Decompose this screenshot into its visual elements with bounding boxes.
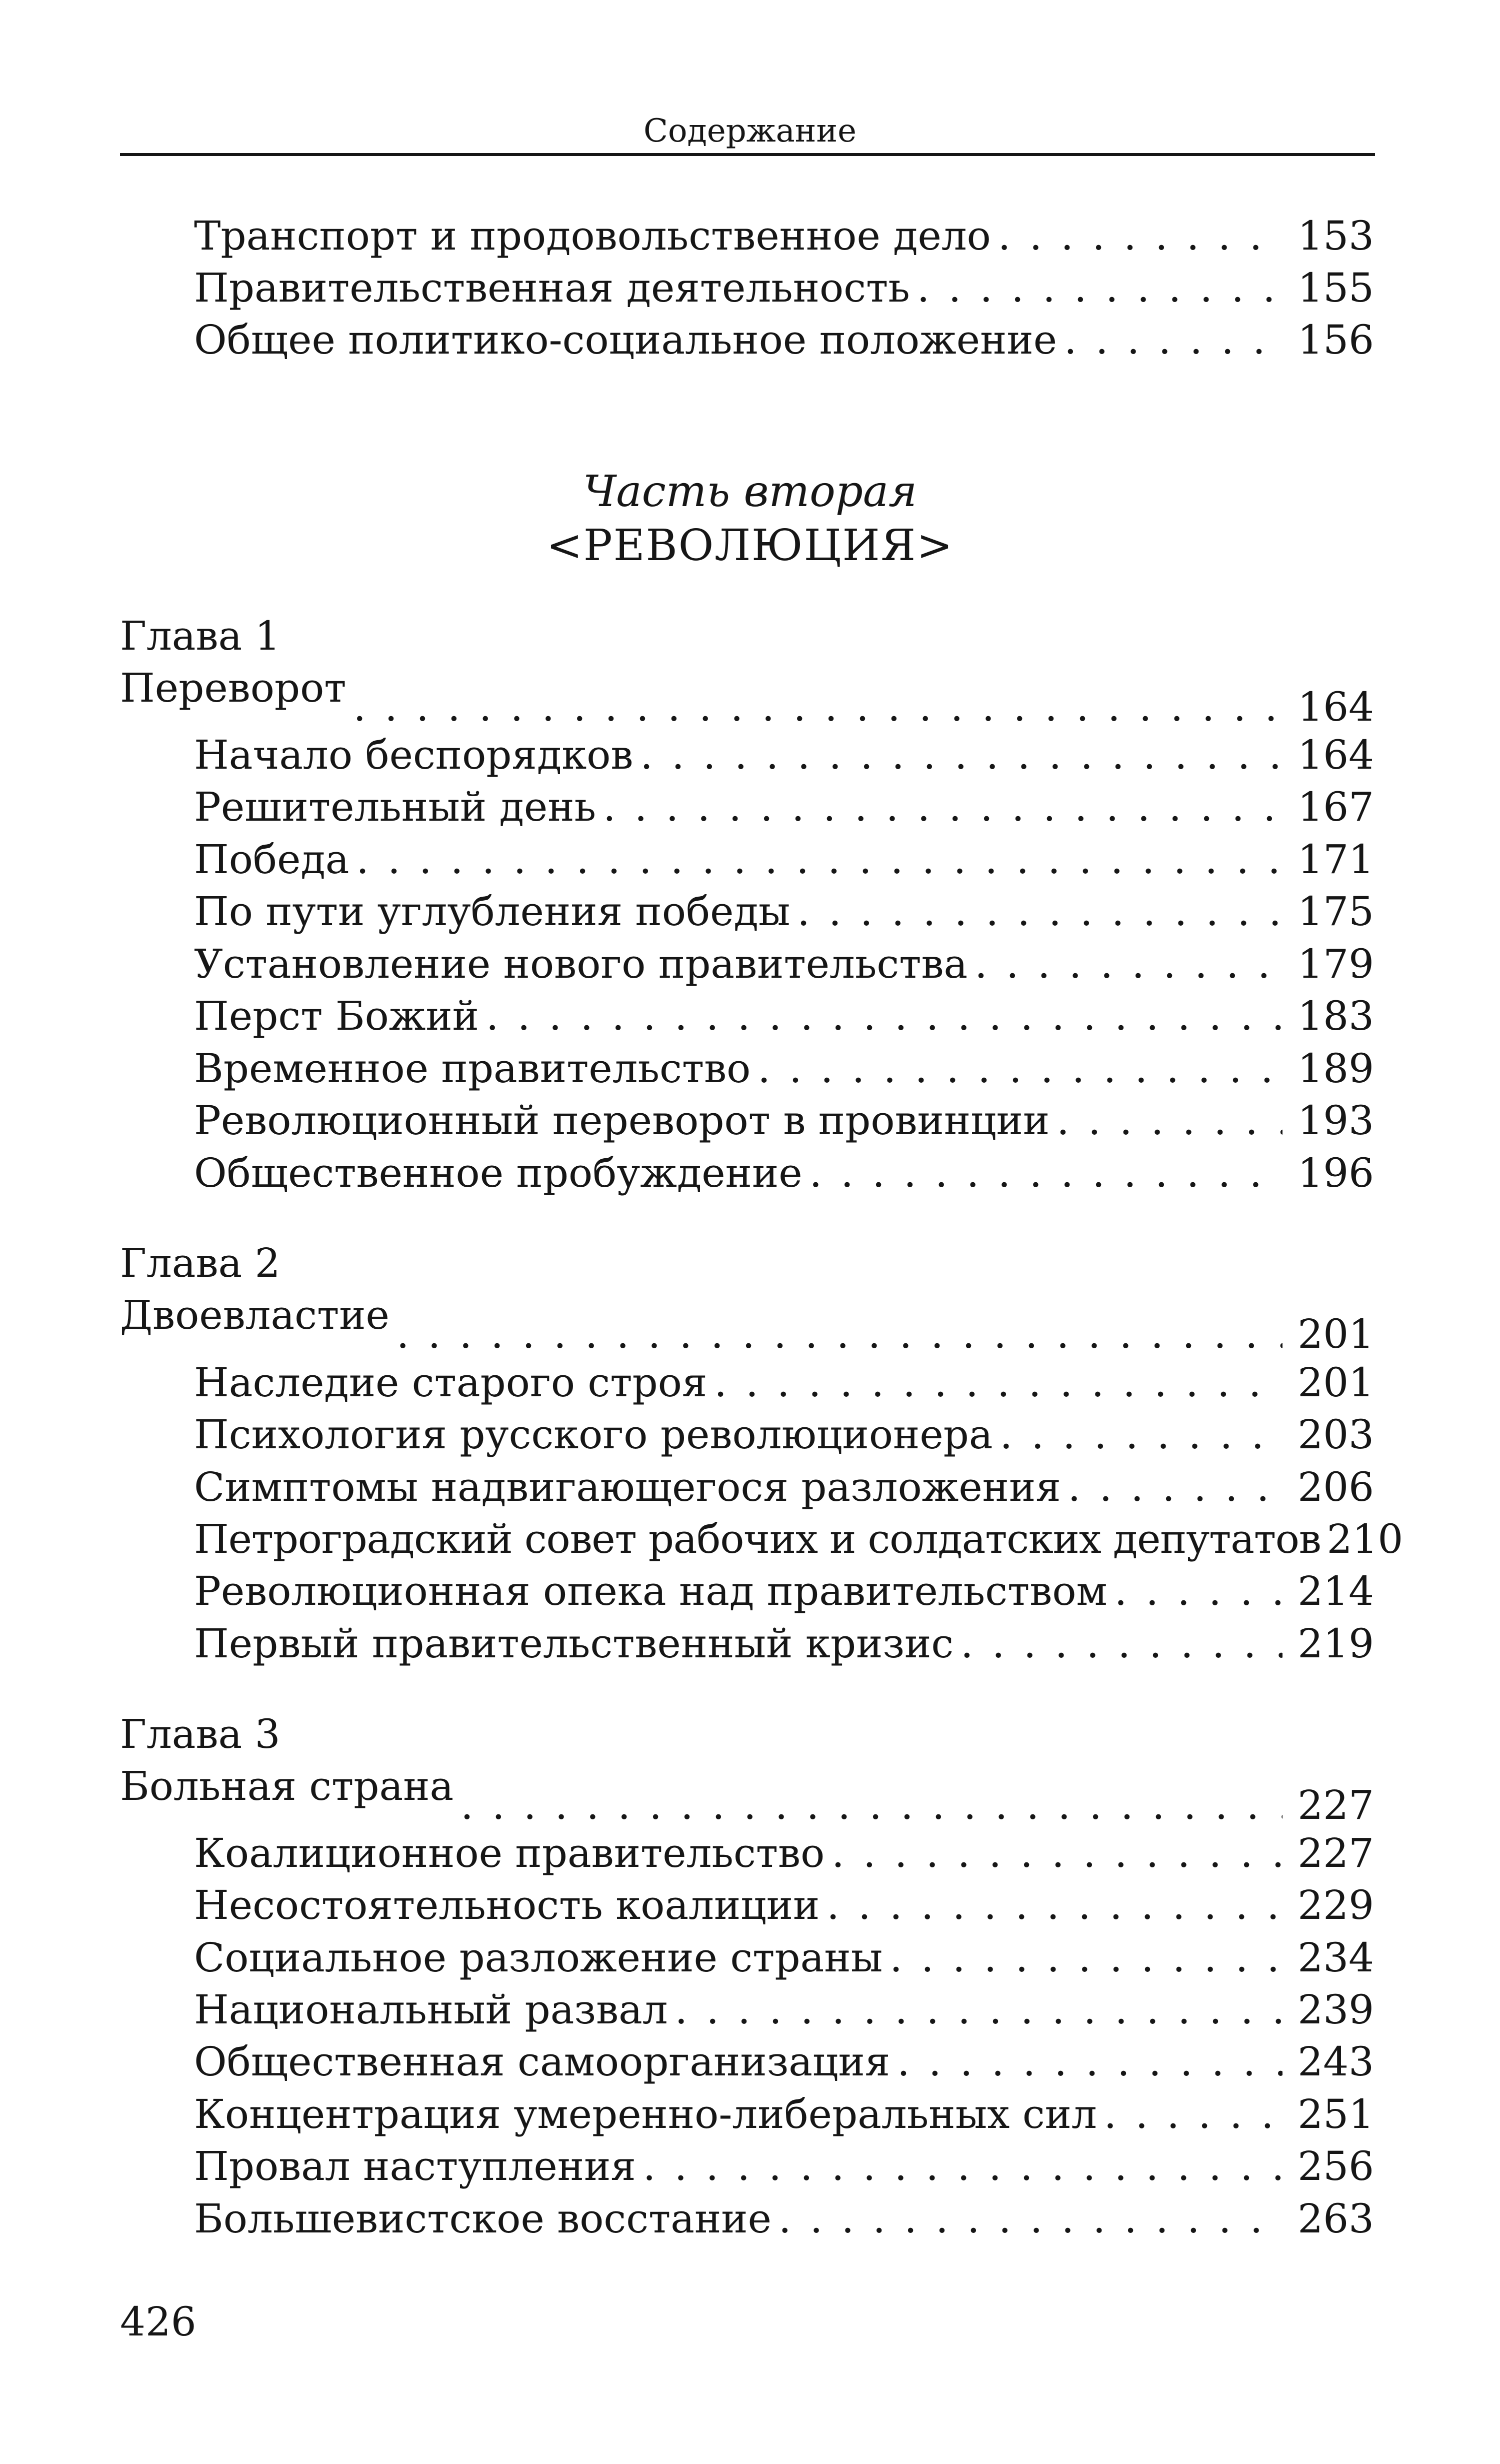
dot-leader [603,782,1282,832]
toc-entry-page: 183 [1298,993,1374,1039]
toc-entry-title: Победа [194,836,350,883]
toc-entry-page: 189 [1298,1045,1374,1092]
toc-entry[interactable] [194,211,1374,261]
toc-entry[interactable] [194,1044,1374,1094]
toc-entry-title: По пути углубления победы [194,888,790,935]
toc-entry[interactable] [194,1410,1374,1460]
toc-entry[interactable] [194,2194,1374,2244]
dot-leader [960,1619,1282,1669]
running-head: Содержание [644,113,856,150]
toc-entry-title: Временное правительство [194,1045,751,1092]
toc-entry-page: 193 [1298,1097,1374,1144]
toc-entry[interactable] [194,1619,1374,1669]
toc-entry-page: 164 [1298,732,1374,778]
toc-entry-title: Революционный переворот в провинции [194,1097,1050,1144]
dot-leader [758,1044,1282,1094]
toc-entry-page: 155 [1298,265,1374,311]
dot-leader [643,2141,1282,2191]
toc-entry[interactable] [194,991,1374,1041]
toc-entry-page: 243 [1298,2038,1374,2085]
dot-leader [1064,315,1282,365]
chapter-title: Больная страна [120,1763,454,1809]
dot-leader [1114,1566,1283,1616]
toc-entry-page: 234 [1298,1934,1374,1981]
chapter-title: Двоевластие [120,1292,390,1338]
dot-leader [897,2037,1282,2087]
chapter-entry[interactable] [120,663,1374,730]
dot-leader [714,1358,1282,1408]
toc-entry[interactable] [194,315,1374,365]
toc-entry-page: 171 [1298,836,1374,883]
toc-entry-title: Петроградский совет рабочих и солдатских депутатов [194,1516,1321,1562]
dot-leader [826,1880,1282,1930]
page-number: 426 [120,2298,196,2345]
toc-entry[interactable] [194,1462,1374,1512]
toc-entry-page: 214 [1298,1568,1374,1614]
dot-leader [832,1828,1282,1878]
toc-entry[interactable] [194,1096,1374,1146]
toc-entry[interactable] [194,782,1374,832]
toc-entry-page: 203 [1298,1411,1374,1458]
toc-entry[interactable] [194,887,1374,937]
toc-entry-title: Правительственная деятельность [194,265,910,311]
toc-entry-page: 210 [1326,1516,1404,1562]
dot-leader [1000,1410,1283,1460]
toc-entry[interactable] [194,1933,1374,1983]
toc-entry[interactable] [194,1358,1374,1408]
toc-entry[interactable] [194,2141,1374,2191]
toc-entry-page: 219 [1298,1620,1374,1667]
part-title: <РЕВОЛЮЦИЯ> [546,521,954,571]
dot-leader [460,1780,1282,1830]
toc-entry-title: Социальное разложение страны [194,1934,883,1981]
toc-entry-title: Большевистское восстание [194,2195,772,2242]
dot-leader [797,887,1282,937]
toc-entry-page: 201 [1298,1359,1374,1406]
toc-entry-title: Общественное пробуждение [194,1150,802,1196]
toc-entry[interactable] [194,1828,1374,1878]
toc-entry[interactable] [194,2037,1374,2087]
chapter-page: 227 [1298,1782,1374,1828]
toc-entry-page: 156 [1298,317,1374,363]
chapter-entry[interactable] [120,1761,1374,1828]
chapter-label: Глава 2 [120,1240,280,1286]
chapter-label: Глава 3 [120,1711,280,1757]
toc-entry[interactable] [194,1514,1404,1564]
toc-entry-title: Несостоятельность коалиции [194,1882,820,1928]
toc-entry-title: Начало беспорядков [194,732,634,778]
toc-entry-title: Психология русского революционера [194,1411,993,1458]
chapter-label: Глава 1 [120,613,280,659]
toc-entry-title: Решительный день [194,784,596,830]
toc-entry[interactable] [194,1148,1374,1198]
dot-leader [1068,1462,1283,1512]
dot-leader [640,730,1282,780]
dot-leader [810,1148,1283,1198]
toc-entry-title: Наследие старого строя [194,1359,708,1406]
toc-entry-page: 196 [1298,1150,1374,1196]
toc-entry-title: Транспорт и продовольственное дело [194,213,991,259]
toc-entry-title: Революционная опека над правительством [194,1568,1108,1614]
dot-leader [1056,1096,1282,1146]
toc-entry-page: 179 [1298,941,1374,987]
part-label: Часть вторая [582,467,918,517]
toc-entry[interactable] [194,730,1374,780]
toc-entry[interactable] [194,1985,1374,2035]
toc-entry[interactable] [194,835,1374,885]
toc-entry-title: Первый правительственный кризис [194,1620,954,1667]
toc-entry-title: Коалиционное правительство [194,1830,825,1876]
toc-entry-title: Концентрация умеренно-либеральных сил [194,2091,1097,2137]
toc-entry-title: Перст Божий [194,993,479,1039]
running-head-rule [120,153,1375,156]
toc-entry-title: Национальный развал [194,1986,668,2033]
toc-entry[interactable] [194,2089,1374,2139]
toc-entry[interactable] [194,263,1374,313]
chapter-title: Переворот [120,665,346,711]
dot-leader [778,2194,1282,2244]
dot-leader [1104,2089,1283,2139]
toc-entry[interactable] [194,1566,1374,1616]
toc-entry-page: 251 [1298,2091,1374,2137]
dot-leader [356,835,1282,885]
chapter-page: 164 [1298,684,1374,730]
toc-entry-page: 206 [1298,1464,1374,1510]
toc-entry[interactable] [194,939,1374,989]
toc-entry-page: 227 [1298,1830,1374,1876]
dot-leader [486,991,1282,1041]
toc-entry-page: 175 [1298,888,1374,935]
toc-entry-title: Общественная самоорганизация [194,2038,890,2085]
toc-entry-page: 263 [1298,2195,1374,2242]
toc-entry-page: 239 [1298,1986,1374,2033]
chapter-page: 201 [1298,1311,1374,1357]
dot-leader [917,263,1282,313]
toc-entry-page: 153 [1298,213,1374,259]
toc-entry-title: Симптомы надвигающегося разложения [194,1464,1061,1510]
toc-entry-page: 167 [1298,784,1374,830]
toc-entry-page: 229 [1298,1882,1374,1928]
toc-entry-page: 256 [1298,2143,1374,2189]
dot-leader [974,939,1282,989]
toc-entry-title: Общее политико-социальное положение [194,317,1058,363]
toc-entry[interactable] [194,1880,1374,1930]
dot-leader [354,682,1283,732]
dot-leader [998,211,1282,261]
toc-entry-title: Установление нового правительства [194,941,968,987]
dot-leader [890,1933,1282,1983]
toc-entry-title: Провал наступления [194,2143,636,2189]
dot-leader [675,1985,1283,2035]
dot-leader [396,1309,1282,1359]
chapter-entry[interactable] [120,1290,1374,1357]
